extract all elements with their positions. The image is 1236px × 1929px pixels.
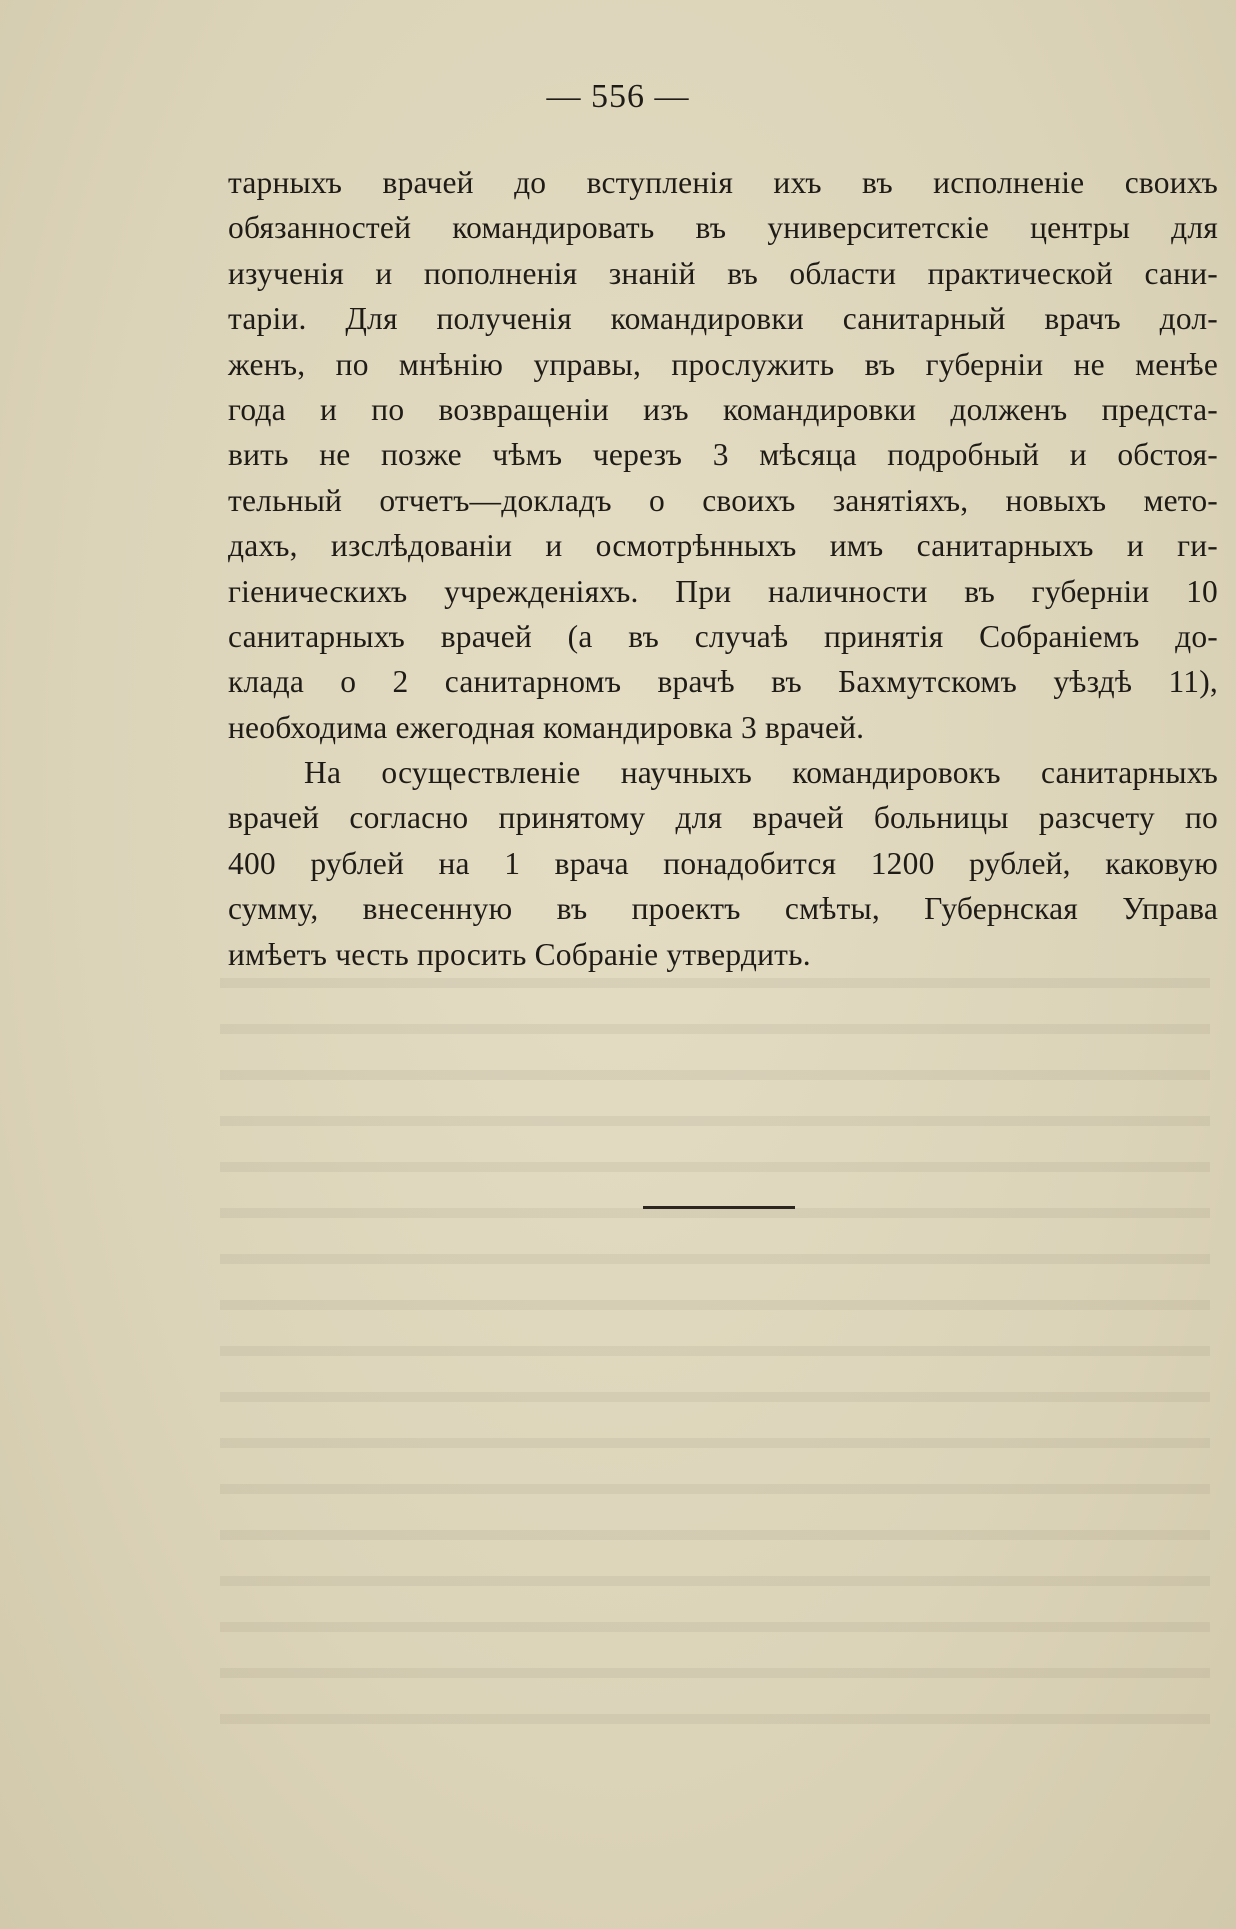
text-line: гіеническихъ учрежденіяхъ. При наличности въ губерніи 10: [228, 573, 1218, 609]
text-line: дахъ, изслѣдованіи и осмотрѣнныхъ имъ санитарныхъ и ги-: [228, 528, 1218, 564]
text-line: врачей согласно принятому для врачей больницы разсчету по: [228, 800, 1218, 836]
text-line: вить не позже чѣмъ черезъ 3 мѣсяца подробный и обстоя-: [228, 437, 1218, 473]
text-line: таріи. Для полученія командировки санитарный врачъ дол-: [228, 301, 1218, 337]
text-line: года и по возвращеніи изъ командировки долженъ предста-: [228, 391, 1218, 427]
text-line: сумму, внесенную въ проектъ смѣты, Губернская Управа: [228, 891, 1218, 927]
text-line: необходима ежегодная командировка 3 врачей.: [228, 709, 865, 745]
body-text: [228, 160, 1218, 977]
text-line: клада о 2 санитарномъ врачѣ въ Бахмутскомъ уѣздѣ 11),: [228, 664, 1218, 700]
text-line: женъ, по мнѣнію управы, прослужить въ губерніи не менѣе: [228, 346, 1218, 382]
text-line: 400 рублей на 1 врача понадобится 1200 рублей, каковую: [228, 845, 1218, 881]
show-through-texture: [220, 960, 1210, 1760]
paragraph-start-line: На осуществленіе научныхъ командировокъ санитарныхъ: [304, 755, 1218, 791]
text-line: имѣетъ честь просить Собраніе утвердить.: [228, 936, 811, 972]
text-line: тельный отчетъ—докладъ о своихъ занятіяхъ, новыхъ мето-: [228, 482, 1218, 518]
page-number: — 556 —: [546, 78, 690, 115]
text-line: тарныхъ врачей до вступленія ихъ въ исполненіе своихъ: [228, 165, 1218, 200]
text-line: изученія и пополненія знаній въ области практической сани-: [228, 255, 1218, 291]
text-line: обязанностей командировать въ университетскіе центры для: [228, 210, 1218, 246]
end-rule-divider: [643, 1206, 795, 1209]
text-line: санитарныхъ врачей (а въ случаѣ принятія Собраніемъ до-: [228, 618, 1218, 654]
